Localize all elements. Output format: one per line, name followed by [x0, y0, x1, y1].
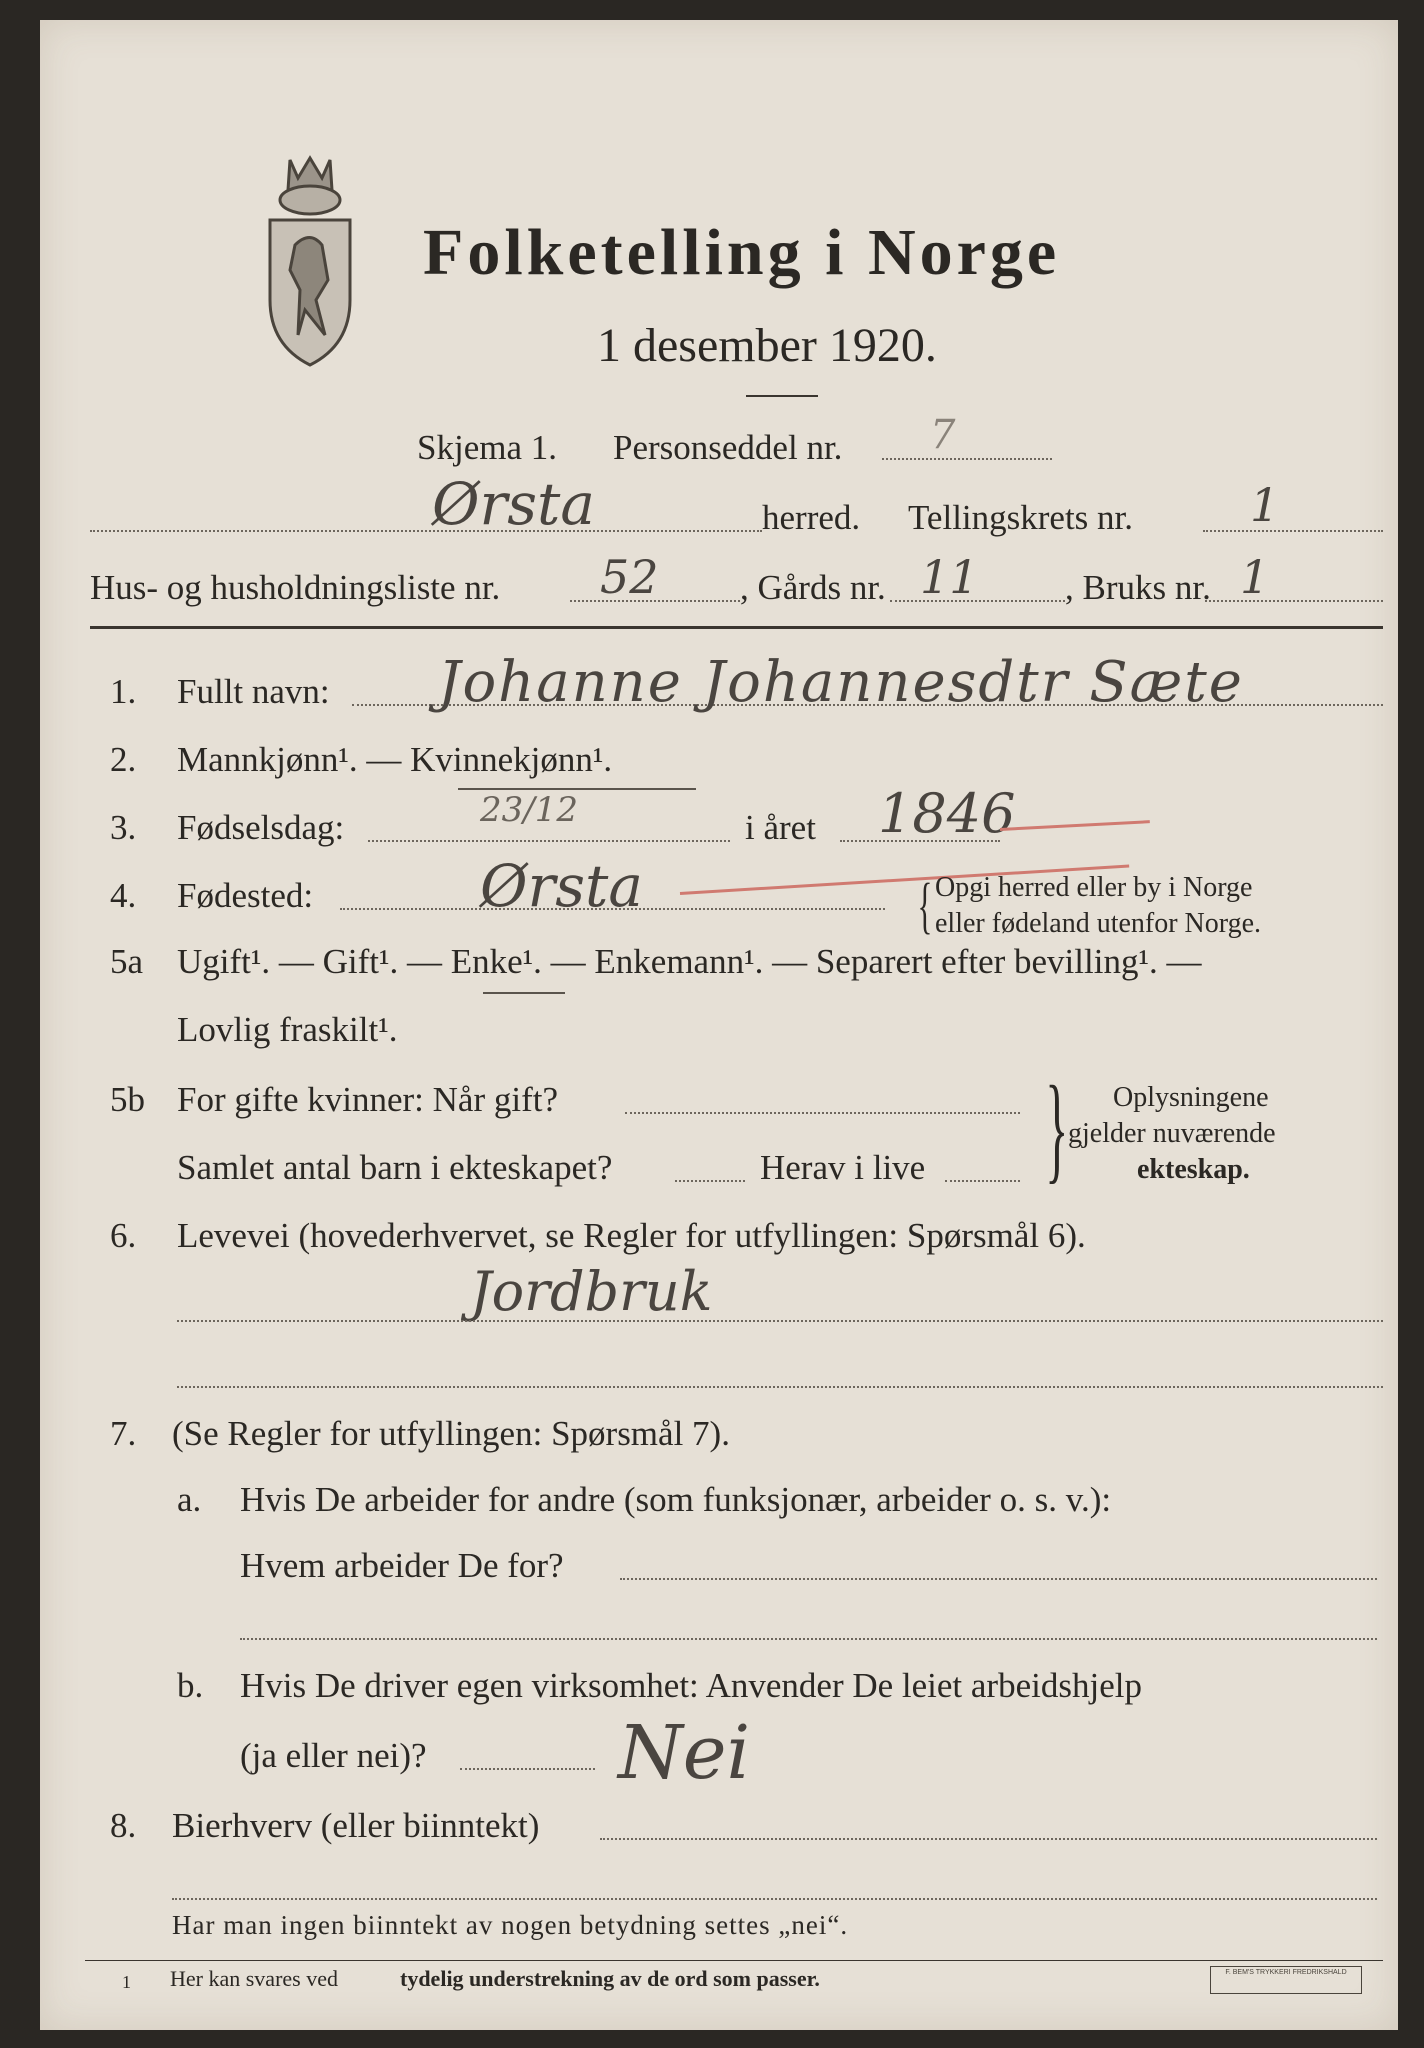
q4-number: 4.	[110, 876, 137, 915]
title-divider	[746, 395, 818, 397]
q5b-line2a-dots	[675, 1180, 745, 1182]
bruks-label: , Bruks nr.	[1065, 568, 1211, 607]
q8-line1	[600, 1838, 1377, 1840]
q7a-line2: Hvem arbeider De for?	[240, 1546, 564, 1585]
q5a-number: 5a	[110, 942, 144, 981]
q3-year-value: 1846	[878, 782, 1016, 845]
q7-number: 7.	[110, 1414, 137, 1453]
personseddel-value: 7	[930, 412, 956, 458]
header-divider	[90, 626, 1383, 629]
q1-label: Fullt navn:	[177, 672, 330, 711]
q8-number: 8.	[110, 1806, 137, 1845]
personseddel-label: Personseddel nr.	[613, 428, 843, 467]
q5b-line1-dots	[625, 1112, 1020, 1114]
footnote-text-a: Her kan svares ved	[170, 1966, 338, 1991]
herred-value: Ørsta	[432, 470, 595, 538]
tellingskrets-line	[1203, 530, 1383, 532]
q4-value: Ørsta	[480, 852, 643, 920]
q6-line2	[177, 1386, 1383, 1388]
q5b-note-line2: gjelder nuværende	[1068, 1118, 1276, 1149]
q8-line2	[172, 1898, 1377, 1900]
skjema-label: Skjema 1.	[417, 428, 557, 467]
hus-value: 52	[600, 550, 659, 604]
q7b-number: b.	[177, 1666, 204, 1705]
q6-value: Jordbruk	[470, 1260, 713, 1323]
q7a-line1: Hvis De arbeider for andre (som funksjonær, arbeider o. s. v.):	[240, 1480, 1112, 1519]
q7-label: (Se Regler for utfyllingen: Spørsmål 7).	[172, 1414, 730, 1453]
q5b-line2b: Herav i live	[760, 1148, 926, 1187]
footnote-mark: 1	[122, 1972, 131, 1992]
q5b-line1: For gifte kvinner: Når gift?	[177, 1080, 559, 1119]
q3-line	[368, 840, 730, 842]
q5b-line2a: Samlet antal barn i ekteskapet?	[177, 1148, 613, 1187]
footer-note: Har man ingen biinntekt av nogen betydning settes „nei“.	[172, 1910, 849, 1940]
tellingskrets-label: Tellingskrets nr.	[908, 498, 1134, 537]
q4-label: Fødested:	[177, 876, 314, 915]
q7b-line2: (ja eller nei)?	[240, 1736, 427, 1775]
q6-line1	[177, 1320, 1383, 1322]
q5b-note-line1: Oplysningene	[1113, 1082, 1269, 1113]
q7a-line2-dots	[620, 1578, 1377, 1580]
bruks-line	[1205, 600, 1383, 602]
census-date: 1 desember 1920.	[597, 319, 937, 372]
herred-line	[90, 530, 762, 532]
q2-label: Mannkjønn¹. — Kvinnekjønn¹.	[177, 740, 613, 779]
tellingskrets-value: 1	[1250, 478, 1280, 532]
q2-number: 2.	[110, 740, 137, 779]
printer-stamp	[1210, 1966, 1362, 1994]
norway-coat-of-arms-icon	[250, 150, 370, 370]
hus-label: Hus- og husholdningsliste nr.	[90, 568, 501, 607]
herred-label: herred.	[762, 498, 861, 537]
personseddel-line	[882, 458, 1052, 460]
q5b-line2b-dots	[945, 1180, 1020, 1182]
q5b-number: 5b	[110, 1080, 145, 1119]
q4-note-brace: {	[917, 872, 933, 940]
q7b-line2-dots	[460, 1768, 595, 1770]
form-title: Folketelling i Norge	[423, 216, 1061, 289]
q8-label: Bierhverv (eller biinntekt)	[172, 1806, 540, 1845]
footer-divider	[85, 1960, 1383, 1961]
q4-note-line1: Opgi herred eller by i Norge	[935, 872, 1253, 903]
q5b-note-line3: ekteskap.	[1137, 1154, 1250, 1185]
census-form-page	[40, 20, 1398, 2030]
q3-label: Fødselsdag:	[177, 808, 345, 847]
q5a-underline-enke	[483, 992, 565, 994]
q5b-note-brace: }	[1045, 1061, 1069, 1194]
q1-value: Johanne Johannesdtr Sæte	[438, 650, 1244, 715]
q6-number: 6.	[110, 1216, 137, 1255]
gards-label: , Gårds nr.	[740, 568, 886, 607]
q7a-number: a.	[177, 1480, 202, 1519]
printer-stamp-text: F. BEM'S TRYKKERI FREDRIKSHALD	[1225, 1969, 1347, 1976]
q5a-line1: Ugift¹. — Gift¹. — Enke¹. — Enkemann¹. — Separert efter bevilling¹. —	[177, 942, 1202, 981]
q7a-line3-dots	[240, 1638, 1377, 1640]
q1-number: 1.	[110, 672, 137, 711]
bruks-value: 1	[1240, 550, 1270, 604]
gards-value: 11	[920, 550, 979, 604]
q3-number: 3.	[110, 808, 137, 847]
footnote-text-b: tydelig understrekning av de ord som passer.	[400, 1966, 820, 1991]
q7b-line1: Hvis De driver egen virksomhet: Anvender De leiet arbeidshjelp	[240, 1666, 1142, 1705]
q3-value: 23/12	[480, 790, 578, 830]
q6-label: Levevei (hovederhvervet, se Regler for utfyllingen: Spørsmål 6).	[177, 1216, 1086, 1255]
red-pencil-mark	[1000, 820, 1150, 831]
q7b-value: Nei	[618, 1710, 751, 1796]
q4-note-line2: eller fødeland utenfor Norge.	[935, 908, 1262, 939]
q3-year-label: i året	[745, 808, 816, 847]
q5a-line2: Lovlig fraskilt¹.	[177, 1010, 398, 1049]
